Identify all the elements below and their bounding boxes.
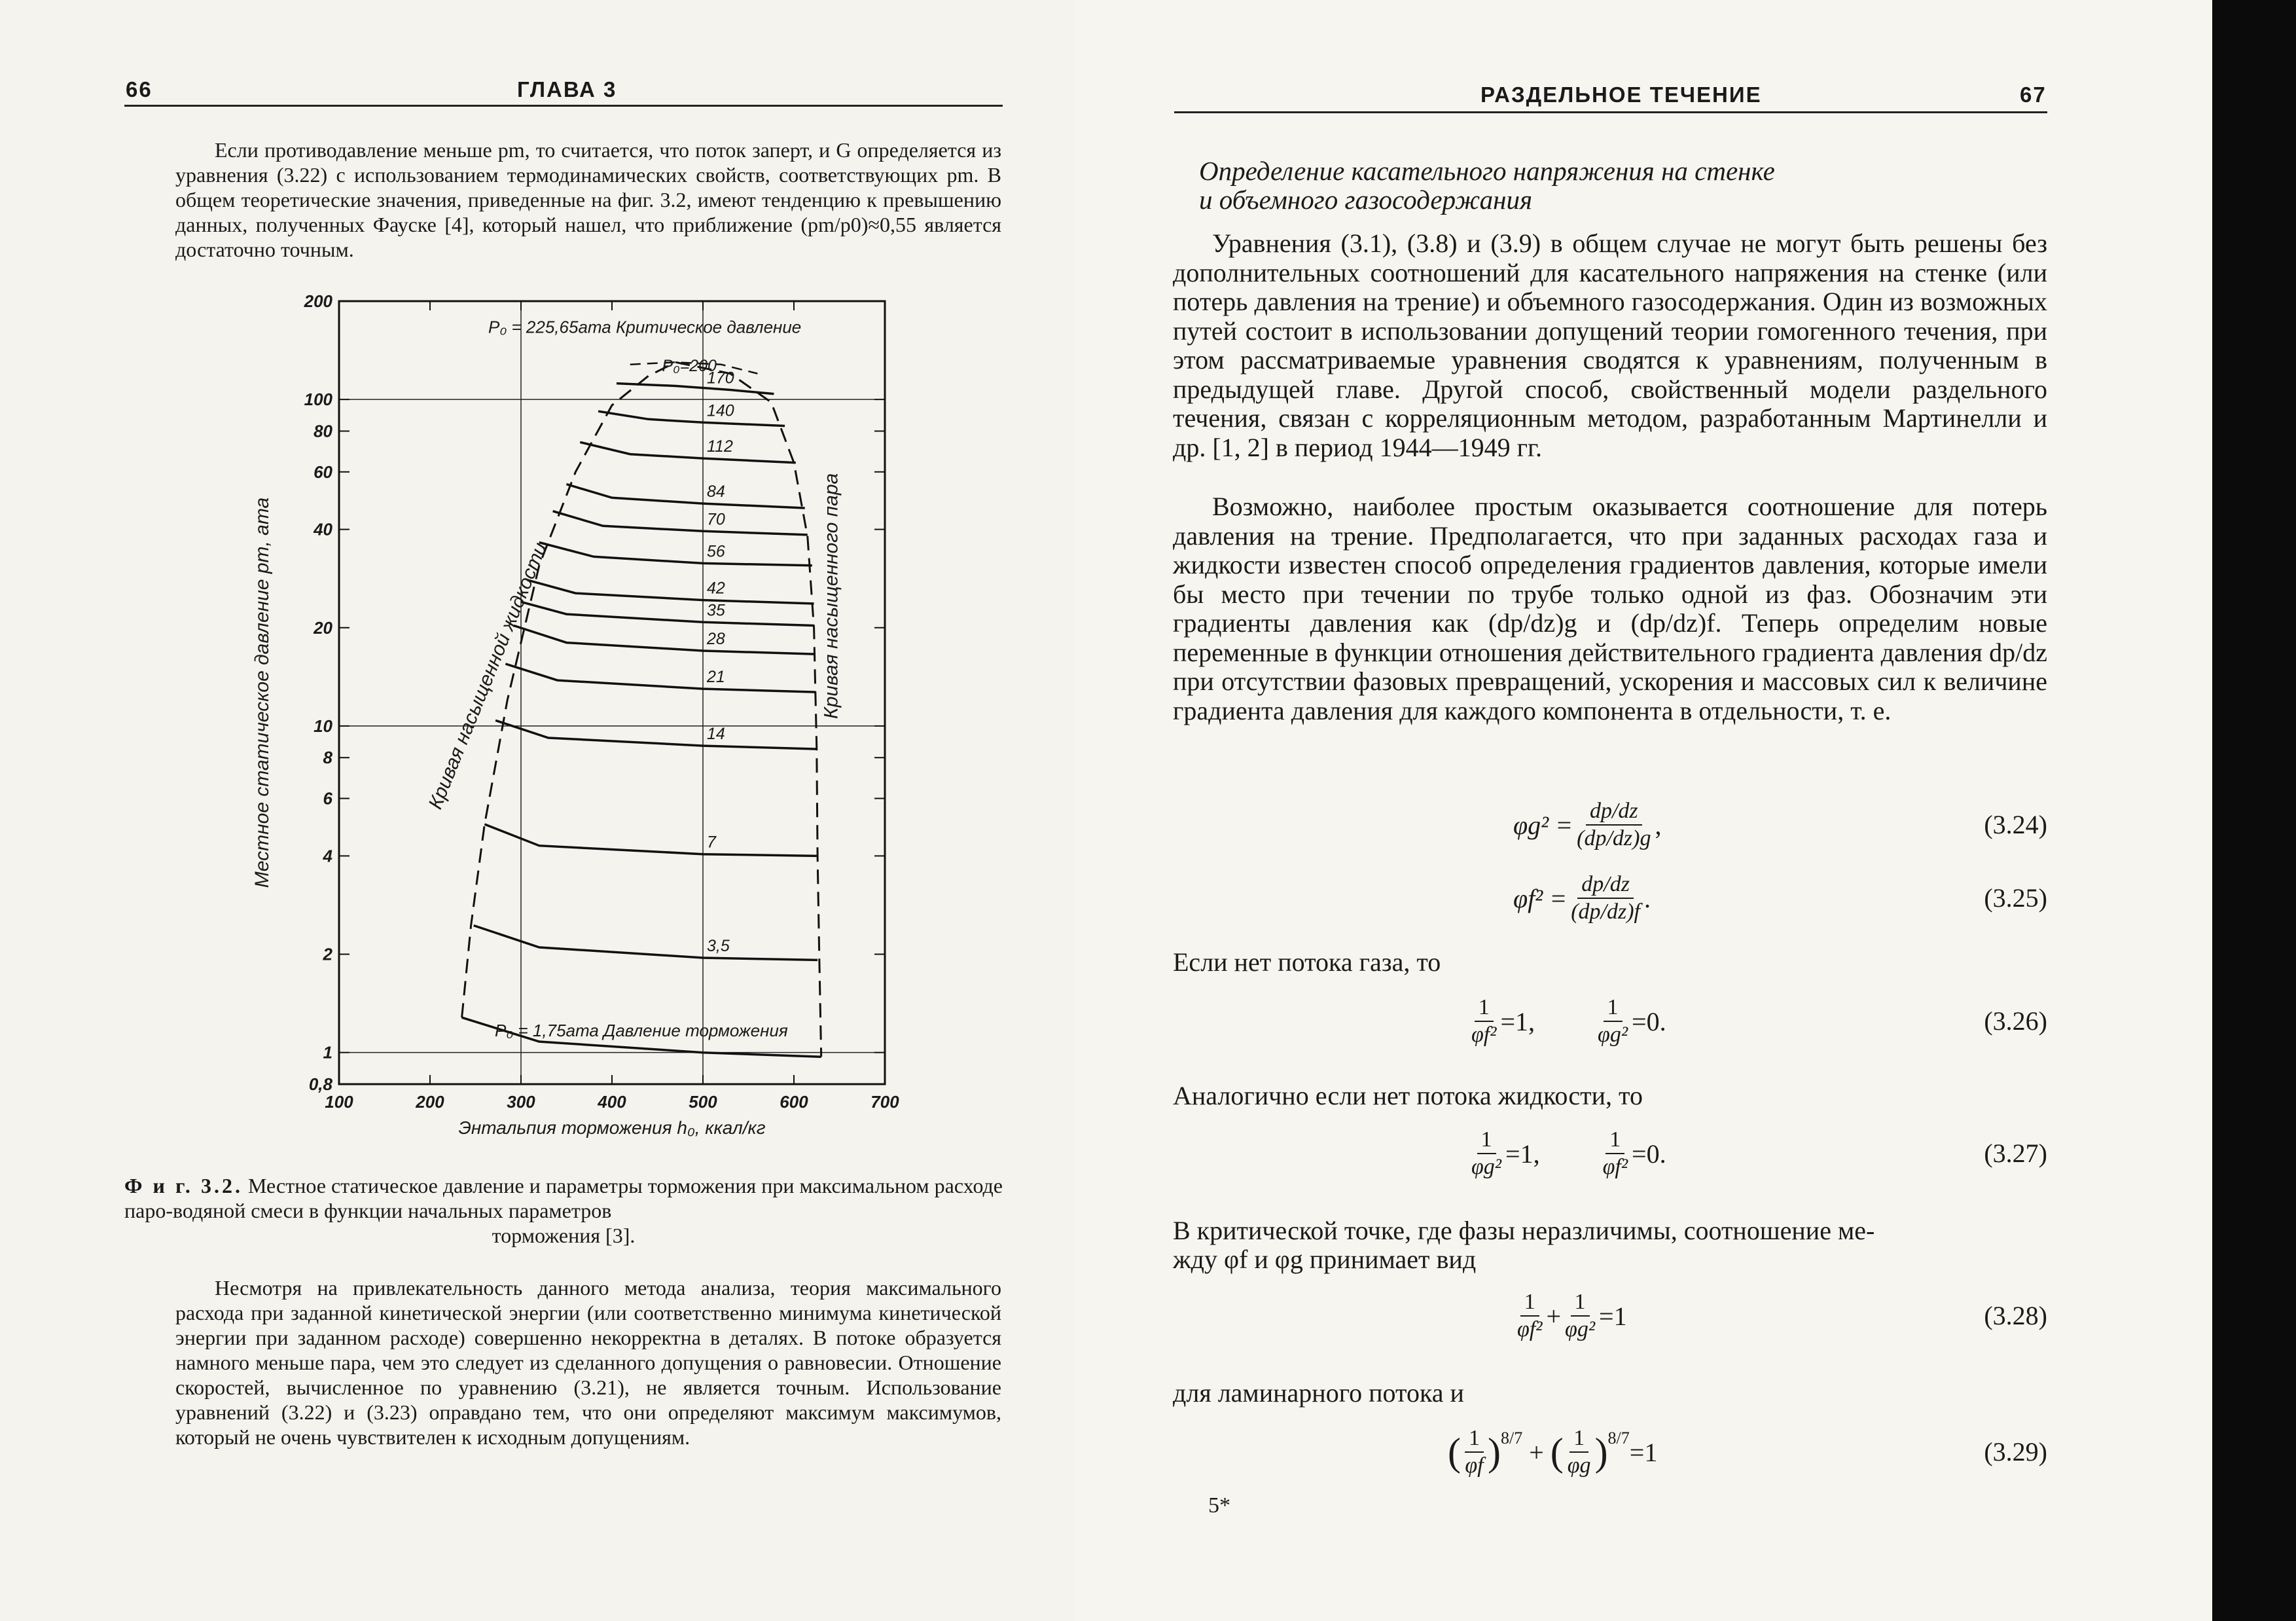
eq-3-29-label: (3.29) xyxy=(1984,1437,2047,1466)
no-liquid-text: Аналогично если нет потока жидкости, то xyxy=(1173,1081,1643,1110)
y-tick-label-2: 2 xyxy=(323,944,332,964)
x-tick-label-500: 500 xyxy=(689,1092,717,1112)
x-tick-label-700: 700 xyxy=(870,1092,899,1112)
series-line-84 xyxy=(567,484,805,508)
eq-3-26-label: (3.26) xyxy=(1984,1006,2047,1036)
y-tick-label-60: 60 xyxy=(314,462,332,482)
eq-3-24-num: dp/dz xyxy=(1586,798,1642,826)
eq-3-26-eq-one: =1, xyxy=(1500,1006,1535,1036)
eq-3-24-den: (dp/dz)g xyxy=(1577,826,1651,850)
series-label-21: 21 xyxy=(707,668,725,687)
eq-3-29-den-g: φg xyxy=(1567,1453,1591,1478)
y-tick-label-200: 200 xyxy=(304,291,332,311)
right-page-number: 67 xyxy=(2020,82,2047,107)
series-label-56: 56 xyxy=(707,542,725,561)
series-label-42: 42 xyxy=(707,579,725,598)
series-label-14: 14 xyxy=(707,725,725,744)
left-intro-text xyxy=(175,137,1001,262)
series-line-3,5 xyxy=(474,926,817,960)
series-label-170: 170 xyxy=(707,369,734,388)
critical-text-1: В критической точке, где фазы неразличимы, соотношение ме- xyxy=(1173,1216,1875,1245)
eq-3-29-eq1: =1 xyxy=(1629,1437,1658,1467)
x-tick-label-600: 600 xyxy=(780,1092,808,1112)
eq-3-29-one-b: 1 xyxy=(1570,1425,1588,1453)
section-title-line-2: и объемного газосодержания xyxy=(1199,185,1533,215)
eq-3-24-tail: , xyxy=(1655,810,1662,840)
y-tick-label-1: 1 xyxy=(323,1042,332,1063)
series-line-7 xyxy=(484,824,816,856)
x-axis-label: Энтальпия торможения h₀, ккал/кг xyxy=(458,1118,766,1138)
series-line-112 xyxy=(580,442,796,462)
y-tick-label-8: 8 xyxy=(323,748,332,768)
eq-3-28-den-g: φg² xyxy=(1565,1317,1596,1341)
eq-3-29-paren-open-a: ( xyxy=(1448,1430,1461,1474)
eq-3-27-eq-one: =1, xyxy=(1505,1138,1540,1169)
y-axis-label: Местное статическое давление pm, ата xyxy=(251,497,273,888)
eq-3-29-paren-close-b: ) xyxy=(1594,1430,1608,1474)
eq-3-25-label: (3.25) xyxy=(1984,883,2047,913)
closing-paragraph: Несмотря на привлекательность данного метода анализа, теория максимального расхода при заданной кинетической энергии (или соответственно минимума кинетической энергии при заданном расходе) совершенно некорректна в деталях. В потоке образуется намного меньше пара, чем это следует из сделанного допущения о равновесии. Отношение скоростей, вычисленное по уравнению (3.21), не является точным. Использование уравнений (3.22) и (3.23) оправдано тем, что они определяют максимум максимумов, который не очень чувствителен к исходным допущениям. xyxy=(175,1276,1001,1449)
series-line-14 xyxy=(495,720,817,749)
eq-3-28-eq1: =1 xyxy=(1599,1301,1627,1331)
x-tick-label-400: 400 xyxy=(598,1092,626,1112)
eq-3-28-label: (3.28) xyxy=(1984,1301,2047,1330)
series-label-70: 70 xyxy=(707,510,725,529)
series-label-7: 7 xyxy=(707,833,716,852)
intro-paragraph: Если противодавление меньше pm, то считается, что поток заперт, и G определяется из уравнения (3.22) с использованием термодинамических свойств, соответствующих pm. В общем теоретические значения, приведенные на фиг. 3.2, имеют тенденцию к превышению данных, полученных Фауске [4], который нашел, что приближение (pm/p0)≈0,55 является достаточно точным. xyxy=(175,138,1001,261)
series-label-28: 28 xyxy=(707,629,725,648)
y-tick-label-10: 10 xyxy=(314,716,332,736)
paragraph-2-text: Возможно, наиболее простым оказывается соотношение для потерь давления на трение. Предполагается, что при заданных расходах газа и жидкости известен способ определения градиентов давления, которые имели бы место при течении по трубе только одной из фаз. Обозначим эти градиенты давления как (dp/dz)g и (dp/dz)f. Теперь определим новые переменные в функции отношения действительного градиента давления dp/dz при отсутствии фазовых превращений, ускорения и массовых сил к величине градиента давления для каждого компонента в отдельности, т. е. xyxy=(1173,492,2047,725)
eq-3-25-tail: . xyxy=(1644,883,1651,913)
right-running-head: РАЗДЕЛЬНОЕ ТЕЧЕНИЕ xyxy=(1480,82,1762,107)
left-page xyxy=(0,0,1073,1621)
left-running-head: ГЛАВА 3 xyxy=(517,77,617,101)
y-tick-label-40: 40 xyxy=(314,519,332,539)
left-closing-text xyxy=(175,1275,1001,1449)
equation-3-27 xyxy=(1173,1121,2047,1186)
eq-3-26-den-g: φg² xyxy=(1598,1023,1628,1047)
series-line-21 xyxy=(505,664,816,692)
eq-3-29-exp-a: 8/7 xyxy=(1500,1429,1523,1448)
y-tick-label-20: 20 xyxy=(314,617,332,638)
eq-3-25-den: (dp/dz)f xyxy=(1571,900,1641,924)
x-tick-label-200: 200 xyxy=(416,1092,444,1112)
annotation-critical-pressure: P₀ = 225,65ата Критическое давление xyxy=(488,317,802,337)
y-tick-label-0,8: 0,8 xyxy=(308,1074,332,1094)
right-header-rule xyxy=(1174,111,2047,113)
eq-3-29-den-f: φf xyxy=(1465,1453,1484,1478)
eq-3-28-plus: + xyxy=(1546,1301,1562,1331)
eq-3-29-exp-b: 8/7 xyxy=(1607,1429,1630,1448)
series-line-70 xyxy=(553,511,808,535)
series-label-84: 84 xyxy=(707,483,725,501)
eq-3-25-num: dp/dz xyxy=(1577,871,1634,899)
series-line-28 xyxy=(514,626,815,655)
series-line-42 xyxy=(528,580,814,604)
equation-3-26 xyxy=(1173,989,2047,1054)
eq-3-27-eq-zero: =0. xyxy=(1632,1138,1666,1169)
eq-3-27-label: (3.27) xyxy=(1984,1138,2047,1168)
eq-3-25-lhs: φf² = xyxy=(1513,883,1568,913)
right-paragraph-1 xyxy=(1173,229,2047,462)
eq-3-27-den-f: φf² xyxy=(1602,1155,1628,1179)
annotation-vapor-curve: Кривая насыщенного пара xyxy=(820,473,842,719)
y-tick-label-100: 100 xyxy=(304,390,332,410)
caption-label: Ф и г. 3.2. xyxy=(124,1174,243,1197)
paragraph-1-text: Уравнения (3.1), (3.8) и (3.9) в общем случае не могут быть решены без дополнительных соотношений для касательного напряжения на стенке (или потерь давления на трение) и объемного газосодержания. Один из возможных путей состоит в использовании допущений теории гомогенного течения, при этом рассматриваемые уравнения сводятся к уравнениям, полученным в предыдущей главе. Другой способ, свойственный модели раздельного течения, связан с корреляционным методом, разработанным Мартинелли и др. [1, 2] в период 1944—1949 гг. xyxy=(1173,228,2047,462)
annotation-p200: P₀=200 xyxy=(662,357,717,376)
equation-3-28 xyxy=(1173,1283,2047,1349)
equation-3-24 xyxy=(1173,792,2047,858)
eq-3-29-plus: + xyxy=(1529,1437,1544,1467)
eq-3-28-den-f: φf² xyxy=(1517,1317,1543,1341)
series-label-112: 112 xyxy=(707,437,733,456)
x-tick-label-300: 300 xyxy=(507,1092,535,1112)
series-label-35: 35 xyxy=(707,601,725,620)
annotation-stagnation-pressure: P₀ = 1,75ата Давление торможения xyxy=(495,1021,788,1041)
saturated-vapor-curve xyxy=(675,362,821,1057)
eq-3-27-den-g: φg² xyxy=(1471,1155,1502,1179)
critical-text-2: жду φf и φg принимает вид xyxy=(1173,1245,1477,1274)
eq-3-29-paren-close-a: ) xyxy=(1487,1430,1501,1474)
annotation-liquid-curve: Кривая насыщенной жидкости xyxy=(424,539,552,812)
equation-3-29 xyxy=(1173,1419,2047,1485)
eq-3-26-one-a: 1 xyxy=(1475,994,1494,1022)
y-tick-label-4: 4 xyxy=(323,846,332,866)
left-page-number: 66 xyxy=(126,77,152,101)
eq-3-28-one-a: 1 xyxy=(1520,1289,1539,1317)
eq-3-26-one-b: 1 xyxy=(1604,994,1623,1022)
series-line-140 xyxy=(598,411,785,426)
right-paragraph-2 xyxy=(1173,492,2047,725)
series-line-35 xyxy=(521,602,814,625)
y-tick-label-6: 6 xyxy=(323,788,332,809)
section-title-line-1: Определение касательного напряжения на стенке xyxy=(1199,156,1775,186)
equation-3-25 xyxy=(1173,865,2047,931)
y-tick-label-80: 80 xyxy=(314,421,332,441)
series-line-56 xyxy=(539,543,812,566)
eq-3-27-one-a: 1 xyxy=(1477,1127,1496,1154)
laminar-text: для ламинарного потока и xyxy=(1173,1378,1464,1408)
book-spine-shadow xyxy=(2212,0,2296,1621)
left-header-rule xyxy=(124,105,1003,107)
eq-3-26-eq-zero: =0. xyxy=(1632,1006,1666,1036)
eq-3-29-one-a: 1 xyxy=(1465,1425,1484,1453)
caption-text: Местное статическое давление и параметры торможения при максимальном расходе паро-водяной смеси в функции начальных параметров xyxy=(124,1174,1003,1222)
eq-3-27-one-b: 1 xyxy=(1605,1127,1624,1154)
figure-caption xyxy=(124,1173,1003,1248)
eq-3-28-one-b: 1 xyxy=(1571,1289,1590,1317)
series-label-140: 140 xyxy=(707,401,734,420)
signature-mark: 5* xyxy=(1208,1493,1230,1518)
eq-3-29-paren-open-b: ( xyxy=(1550,1430,1564,1474)
eq-3-24-lhs: φg² = xyxy=(1513,810,1573,840)
eq-3-24-label: (3.24) xyxy=(1984,810,2047,839)
caption-end: торможения [3]. xyxy=(492,1224,636,1247)
eq-3-26-den-f: φf² xyxy=(1471,1023,1497,1047)
series-label-3,5: 3,5 xyxy=(707,937,730,956)
figure-3-2-chart xyxy=(249,288,942,1165)
x-tick-label-100: 100 xyxy=(325,1092,353,1112)
no-gas-text: Если нет потока газа, то xyxy=(1173,947,1441,977)
